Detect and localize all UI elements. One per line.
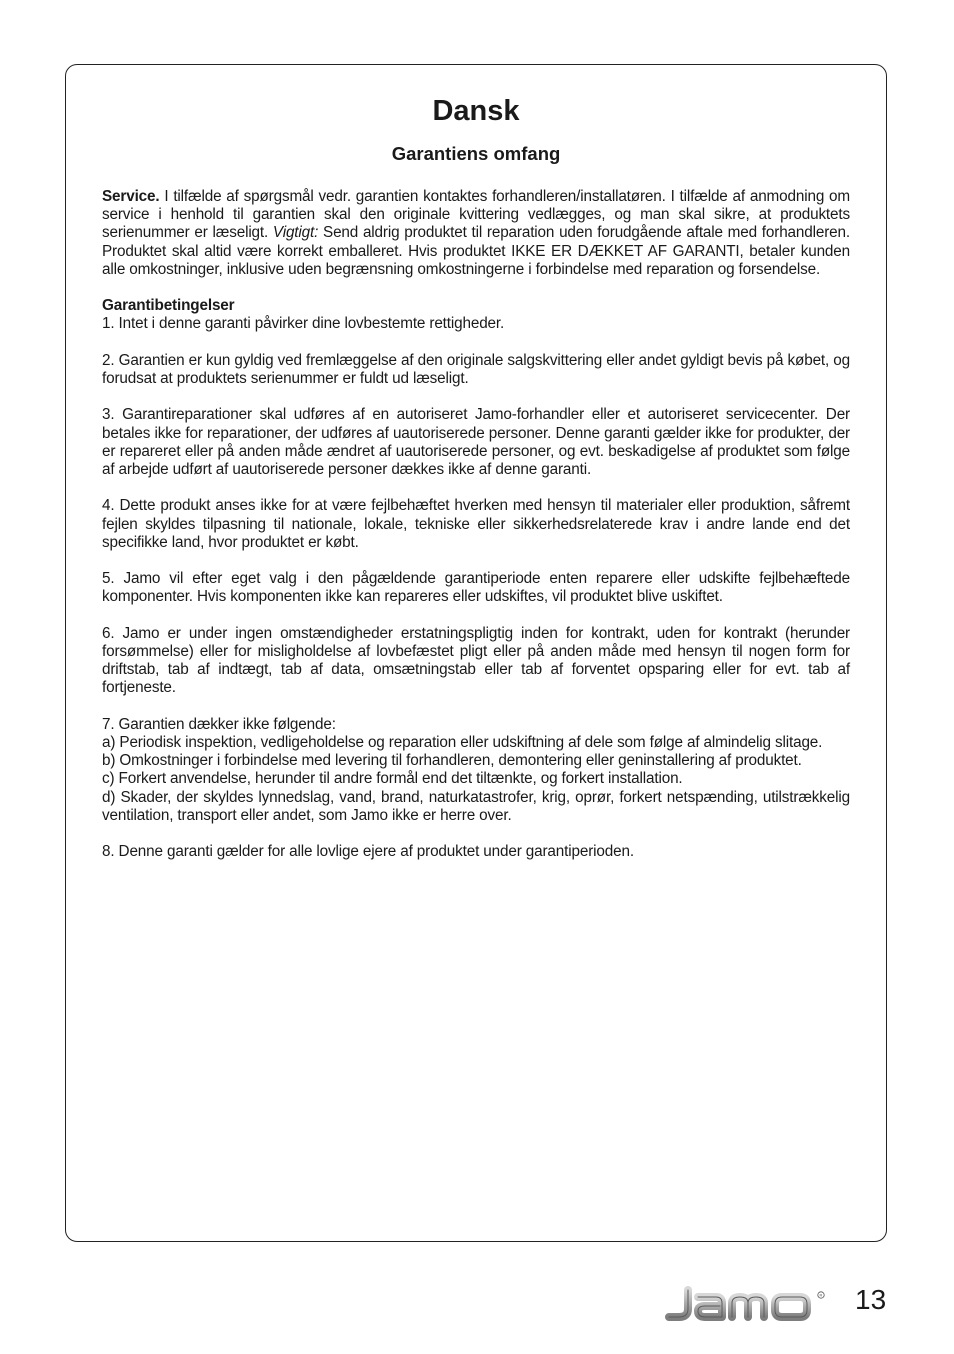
- important-label: Vigtigt:: [272, 224, 319, 242]
- service-text-1: I tilfælde af spørgsmål vedr. garantien kontaktes forhandleren/installatøren. I tilfælde af anmodning om service i henhold til garantien skal den originale kvittering vedlægges, og man skal sikre, at produktets serienummer er læseligt.: [102, 188, 850, 242]
- warranty-text: [102, 188, 850, 880]
- condition-item-1: 1. Intet i denne garanti påvirker dine lovbestemte rettigheder.: [102, 315, 505, 333]
- condition-item-7b: b) Omkostninger i forbindelse med levering til forhandleren, demontering eller geninstallering af produktet.: [102, 752, 802, 770]
- condition-item-8: 8. Denne garanti gælder for alle lovlige ejere af produktet under garantiperioden.: [102, 843, 634, 861]
- condition-item-7a: a) Periodisk inspektion, vedligeholdelse og reparation eller udskiftning af dele som følge af almindelig slitage.: [102, 733, 823, 751]
- jamo-logo: [660, 1283, 830, 1323]
- condition-item-7d: d) Skader, der skyldes lynnedslag, vand, brand, naturkatastrofer, krig, oprør, forkert netspænding, utilstrækkelig ventilation, transport eller andet, som Jamo ikke er herre over.: [102, 788, 850, 824]
- condition-item-2: 2. Garantien er kun gyldig ved fremlæggelse af den originale salgskvittering eller andet gyldigt bevis på købet, og forudsat at produktets serienummer er fuldt ud læseligt.: [102, 351, 850, 387]
- page-title: Dansk: [432, 95, 520, 127]
- service-paragraph: [102, 188, 850, 279]
- service-label: Service.: [102, 188, 160, 205]
- svg-text:R: R: [819, 1292, 823, 1298]
- condition-item-7: [102, 716, 850, 825]
- condition-item-5: 5. Jamo vil efter eget valg i den pågældende garantiperiode enten reparere eller udskifte fejlbehæftede komponenter. Hvis komponenten ikke kan repareres eller udskiftes, vil produktet blive uskiftet.: [102, 570, 850, 606]
- conditions-block: [102, 297, 850, 333]
- condition-item-3: 3. Garantireparationer skal udføres af en autoriseret Jamo-forhandler eller et autoriseret servicecenter. Der betales ikke for reparationer, der udføres af uautoriserede personer. Denne garanti gælder ikke for produkter, der er repareret eller på anden måde ændret af uautoriserede personer, og evt. beskadigelse af produktet som følge af arbejde udført af uautoriserede personer dækkes ikke af denne garanti.: [102, 406, 850, 478]
- condition-item-7c: c) Forkert anvendelse, herunder til andre formål end det tiltænkte, og forkert installation.: [102, 770, 683, 788]
- condition-item-6: 6. Jamo er under ingen omstændigheder erstatningspligtig inden for kontrakt, uden for kontrakt (herunder forsømmelse) eller for misligholdelse af lovbefæstet pligt eller på anden måde med hensyn til nogen form for driftstab, tab af indtægt, tab af data, omsætningstab eller tab af forventet opsparing eller for evt. tab af fortjeneste.: [102, 624, 850, 697]
- condition-item-4: 4. Dette produkt anses ikke for at være fejlbehæftet hverken med hensyn til materialer eller produktion, såfremt fejlen skyldes tilpasning til nationale, lokale, tekniske eller sikkerhedsrelaterede krav i andre lande end det specifikke land, hvor produktet er købt.: [102, 497, 850, 551]
- section-subtitle: Garantiens omfang: [391, 143, 561, 164]
- page-number: 13: [855, 1284, 887, 1315]
- condition-item-7-intro: 7. Garantien dækker ikke følgende:: [102, 715, 336, 733]
- service-text-2: Send aldrig produktet til reparation uden forudgående aftale med forhandleren. Produktet skal altid være korrekt emballeret. Hvis produktet IKKE ER DÆKKET AF GARANTI, betaler kunden alle omkostninger, inklusive uden begrænsning omkostningerne i forbindelse med reparation og forsendelse.: [102, 224, 850, 278]
- conditions-heading: Garantibetingelser: [102, 297, 235, 315]
